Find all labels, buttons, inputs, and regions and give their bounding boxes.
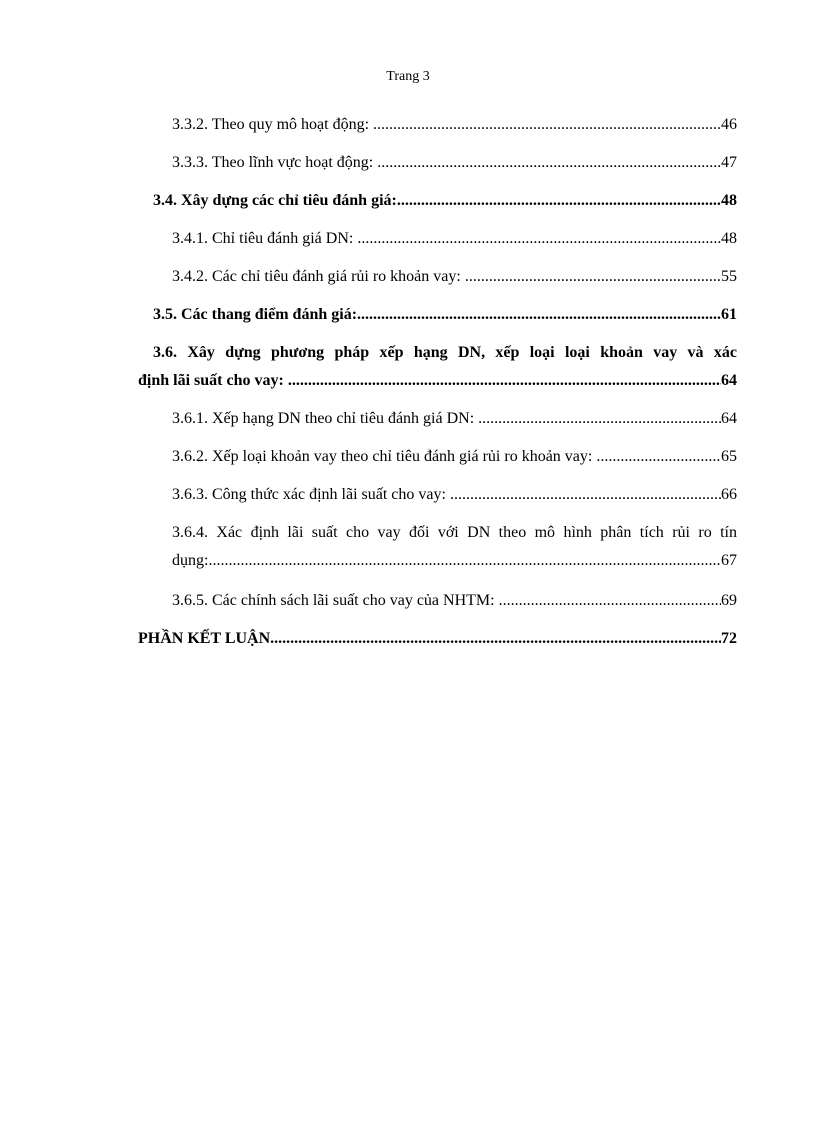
toc-entry-3-6-2[interactable] xyxy=(172,446,737,468)
toc-page-number: 48 xyxy=(721,192,737,209)
toc-page-number: 67 xyxy=(721,552,737,569)
toc-entry-title: 3.4. Xây dựng các chỉ tiêu đánh giá: xyxy=(153,192,397,209)
toc-leader-dots xyxy=(270,628,721,650)
toc-page-number: 61 xyxy=(721,306,737,323)
toc-entry-title: 3.6.4. Xác định lãi suất cho vay đối với DN theo mô hình phân tích rủi ro tín xyxy=(172,524,737,541)
toc-leader-dots xyxy=(499,590,721,612)
toc-leader-dots xyxy=(397,190,721,212)
toc-page-number: 64 xyxy=(721,372,737,389)
toc-entry-title: 3.6.5. Các chính sách lãi suất cho vay của NHTM: xyxy=(172,592,499,609)
toc-entry-3-6-5[interactable] xyxy=(172,590,737,612)
toc-leader-dots xyxy=(357,304,721,326)
toc-entry-3-4[interactable] xyxy=(153,190,737,212)
toc-page-number: 48 xyxy=(721,230,737,247)
toc-leader-dots xyxy=(465,266,721,288)
toc-page-number: 66 xyxy=(721,486,737,503)
toc-leader-dots xyxy=(596,446,721,468)
toc-entry-ket-luan[interactable] xyxy=(138,628,737,650)
toc-entry-title: PHẦN KẾT LUẬN xyxy=(138,630,271,647)
toc-entry-title: 3.6.2. Xếp loại khoản vay theo chỉ tiêu đánh giá rủi ro khoản vay: xyxy=(172,448,597,465)
toc-entry-3-6-line1[interactable] xyxy=(153,342,737,364)
toc-entry-title: 3.4.2. Các chỉ tiêu đánh giá rủi ro khoản vay: xyxy=(172,268,465,285)
toc-entry-3-6-line2[interactable] xyxy=(138,370,737,392)
toc-entry-title-continued: dụng: xyxy=(172,552,209,569)
toc-page-number: 72 xyxy=(721,630,737,647)
toc-leader-dots xyxy=(288,370,721,392)
toc-leader-dots xyxy=(377,152,721,174)
toc-page-number: 46 xyxy=(721,116,737,133)
page-header: Trang 3 xyxy=(386,69,430,84)
toc-entry-3-4-2[interactable] xyxy=(172,266,737,288)
toc-entry-title: 3.3.2. Theo quy mô hoạt động: xyxy=(172,116,374,133)
toc-page-number: 69 xyxy=(721,592,737,609)
toc-entry-3-6-1[interactable] xyxy=(172,408,737,430)
toc-entry-title: 3.6. Xây dựng phương pháp xếp hạng DN, xếp loại loại khoản vay và xác xyxy=(153,344,737,361)
toc-entry-3-6-4-line2[interactable] xyxy=(172,550,737,572)
toc-leader-dots xyxy=(450,484,721,506)
toc-entry-title: 3.6.3. Công thức xác định lãi suất cho vay: xyxy=(172,486,450,503)
toc-page-number: 47 xyxy=(721,154,737,171)
toc-leader-dots xyxy=(478,408,721,430)
toc-page-number: 65 xyxy=(721,448,737,465)
toc-entry-title: 3.4.1. Chỉ tiêu đánh giá DN: xyxy=(172,230,358,247)
toc-entry-title: 3.6.1. Xếp hạng DN theo chỉ tiêu đánh giá DN: xyxy=(172,410,479,427)
toc-leader-dots xyxy=(373,114,721,136)
toc-page-number: 64 xyxy=(721,410,737,427)
toc-entry-3-5[interactable] xyxy=(153,304,737,326)
toc-entry-title-continued: định lãi suất cho vay: xyxy=(138,372,288,389)
toc-entry-3-3-3[interactable] xyxy=(172,152,737,174)
toc-entry-3-6-3[interactable] xyxy=(172,484,737,506)
toc-leader-dots xyxy=(357,228,721,250)
toc-entry-3-4-1[interactable] xyxy=(172,228,737,250)
toc-entry-title: 3.3.3. Theo lĩnh vực hoạt động: xyxy=(172,154,378,171)
toc-entry-3-6-4-line1[interactable] xyxy=(172,522,737,544)
toc-leader-dots xyxy=(208,550,721,572)
toc-entry-title: 3.5. Các thang điểm đánh giá: xyxy=(153,306,358,323)
toc-page-number: 55 xyxy=(721,268,737,285)
toc-entry-3-3-2[interactable] xyxy=(172,114,737,136)
